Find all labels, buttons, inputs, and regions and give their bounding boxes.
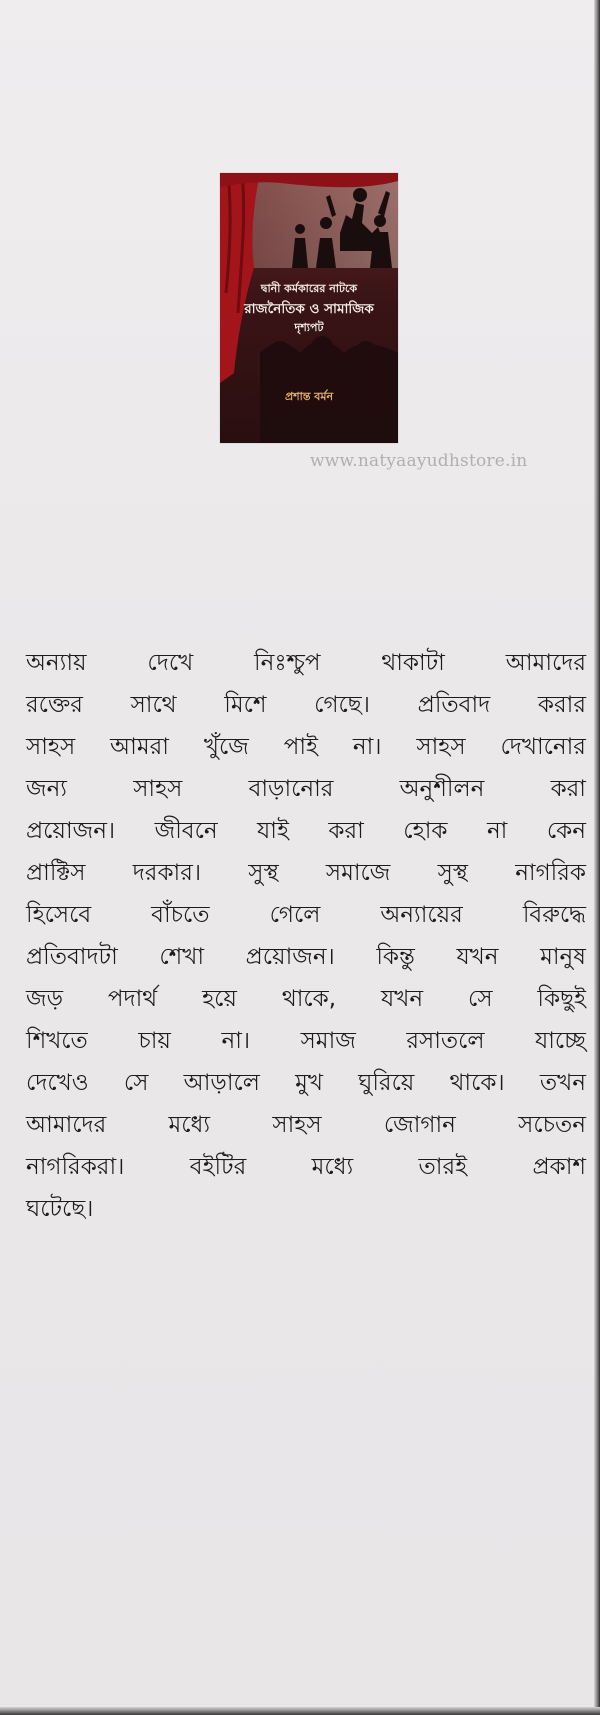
blurb-word: নাগরিকরা।: [26, 1154, 125, 1180]
blurb-word: মধ্যে: [168, 1112, 211, 1138]
blurb-word: শেখা: [159, 944, 205, 970]
blurb-word: সাহস: [26, 734, 76, 760]
blurb-line: [26, 936, 586, 978]
blurb-word: দেখানোর: [500, 734, 586, 760]
blurb-word: সুস্থ: [248, 860, 279, 886]
blurb-word: যখন: [380, 986, 424, 1012]
blurb-word: বইটির: [189, 1154, 247, 1180]
blurb-word: প্রকাশ: [532, 1154, 586, 1180]
blurb-word: সমাজে: [325, 860, 391, 886]
blurb-word: না।: [352, 734, 382, 760]
blurb-word: বাড়ানোর: [248, 776, 334, 802]
blurb-word: অন্যায়ের: [380, 902, 463, 928]
blurb-word: প্রতিবাদ: [417, 692, 491, 718]
blurb-word: দেখে: [147, 650, 194, 676]
blurb-word: সাহস: [133, 776, 183, 802]
blurb-word: সে: [123, 1070, 149, 1096]
blurb-word: নিঃশ্চুপ: [254, 650, 321, 676]
blurb-word: জীবনে: [154, 818, 218, 844]
blurb-word: সাহস: [416, 734, 466, 760]
blurb-line: [26, 978, 586, 1020]
blurb-word: কেন: [546, 818, 586, 844]
blurb-word: খুঁজে: [203, 734, 249, 760]
blurb-word: হোক: [403, 818, 448, 844]
blurb-word: থাকে।: [449, 1070, 505, 1096]
blurb-word: সমাজ: [300, 1028, 356, 1054]
cover-title-line-1: দ্বানী কর্মকারের নাটকে: [260, 282, 358, 295]
blurb-word: অনুশীলন: [399, 776, 485, 802]
blurb-line: [26, 894, 586, 936]
book-cover-image: [220, 173, 398, 443]
store-watermark: www.natyaayudhstore.in: [310, 451, 528, 471]
blurb-word: গেলে: [269, 902, 321, 928]
blurb-line: [26, 1020, 586, 1062]
blurb-line: [26, 1104, 586, 1146]
cover-title-line-3: দৃশ্যপট: [294, 321, 324, 334]
blurb-word: কিছুই: [537, 986, 586, 1012]
blurb-word: করার: [537, 692, 586, 718]
blurb-word: প্রয়োজন।: [26, 818, 116, 844]
blurb-word: চায়: [138, 1028, 171, 1054]
blurb-word: সে: [467, 986, 493, 1012]
blurb-word: মুখ: [295, 1070, 323, 1096]
blurb-line: [26, 810, 586, 852]
page-bottom-shadow: [0, 1707, 600, 1715]
blurb-word: মধ্যে: [311, 1154, 354, 1180]
blurb-word: অন্যায়: [26, 650, 87, 676]
blurb-word: সুস্থ: [437, 860, 468, 886]
blurb-word: থাকে,: [281, 986, 337, 1012]
blurb-word: হয়ে: [202, 986, 237, 1012]
blurb-word: ঘটেছে।: [26, 1196, 94, 1222]
blurb-word: প্রয়োজন।: [245, 944, 335, 970]
page-edge-shadow: [594, 0, 600, 1715]
blurb-word: দেখেও: [26, 1070, 89, 1096]
blurb-word: প্রতিবাদটা: [26, 944, 118, 970]
blurb-word: বিরুদ্ধে: [522, 902, 586, 928]
cover-author: প্রশান্ত বর্মন: [284, 390, 334, 403]
blurb-word: জন্য: [26, 776, 67, 802]
blurb-word: যখন: [456, 944, 499, 970]
blurb-word: মিশে: [224, 692, 267, 718]
blurb-word: করা: [550, 776, 586, 802]
blurb-word: আমরা: [110, 734, 169, 760]
blurb-word: পাই: [283, 734, 318, 760]
blurb-word: শিখতে: [26, 1028, 88, 1054]
blurb-word: ঘুরিয়ে: [358, 1070, 415, 1096]
blurb-word: হিসেবে: [26, 902, 92, 928]
blurb-word: আমাদের: [26, 1112, 107, 1138]
blurb-word: না।: [221, 1028, 251, 1054]
blurb-word: না: [486, 818, 508, 844]
blurb-line: [26, 684, 586, 726]
blurb-line: [26, 1062, 586, 1104]
blurb-word: তারই: [418, 1154, 468, 1180]
blurb-line: [26, 1188, 586, 1230]
blurb-word: মানুষ: [540, 944, 586, 970]
blurb-word: রক্তের: [26, 692, 83, 718]
blurb-word: করা: [328, 818, 364, 844]
blurb-word: গেছে।: [314, 692, 370, 718]
blurb-word: প্রাক্টিস: [26, 860, 86, 886]
blurb-line: [26, 768, 586, 810]
blurb-line: [26, 1146, 586, 1188]
blurb-word: সাথে: [130, 692, 177, 718]
blurb-word: থাকাটা: [381, 650, 445, 676]
blurb-word: দরকার।: [132, 860, 202, 886]
blurb-word: সাহস: [272, 1112, 322, 1138]
blurb-text: [26, 642, 586, 1230]
cover-title-line-2: রাজনৈতিক ও সামাজিক: [244, 301, 374, 317]
blurb-line: [26, 852, 586, 894]
blurb-word: পদার্থ: [107, 986, 158, 1012]
blurb-word: যাচ্ছে: [535, 1028, 586, 1054]
blurb-word: জড়: [26, 986, 63, 1012]
blurb-word: তখন: [539, 1070, 586, 1096]
blurb-line: [26, 642, 586, 684]
blurb-word: রসাতলে: [406, 1028, 485, 1054]
blurb-line: [26, 726, 586, 768]
blurb-word: জোগান: [383, 1112, 456, 1138]
blurb-word: আমাদের: [505, 650, 586, 676]
blurb-word: যাই: [257, 818, 289, 844]
blurb-word: সচেতন: [518, 1112, 586, 1138]
blurb-word: আড়ালে: [183, 1070, 260, 1096]
blurb-word: নাগরিক: [515, 860, 586, 886]
blurb-word: কিন্তু: [376, 944, 415, 970]
blurb-word: বাঁচতে: [151, 902, 210, 928]
